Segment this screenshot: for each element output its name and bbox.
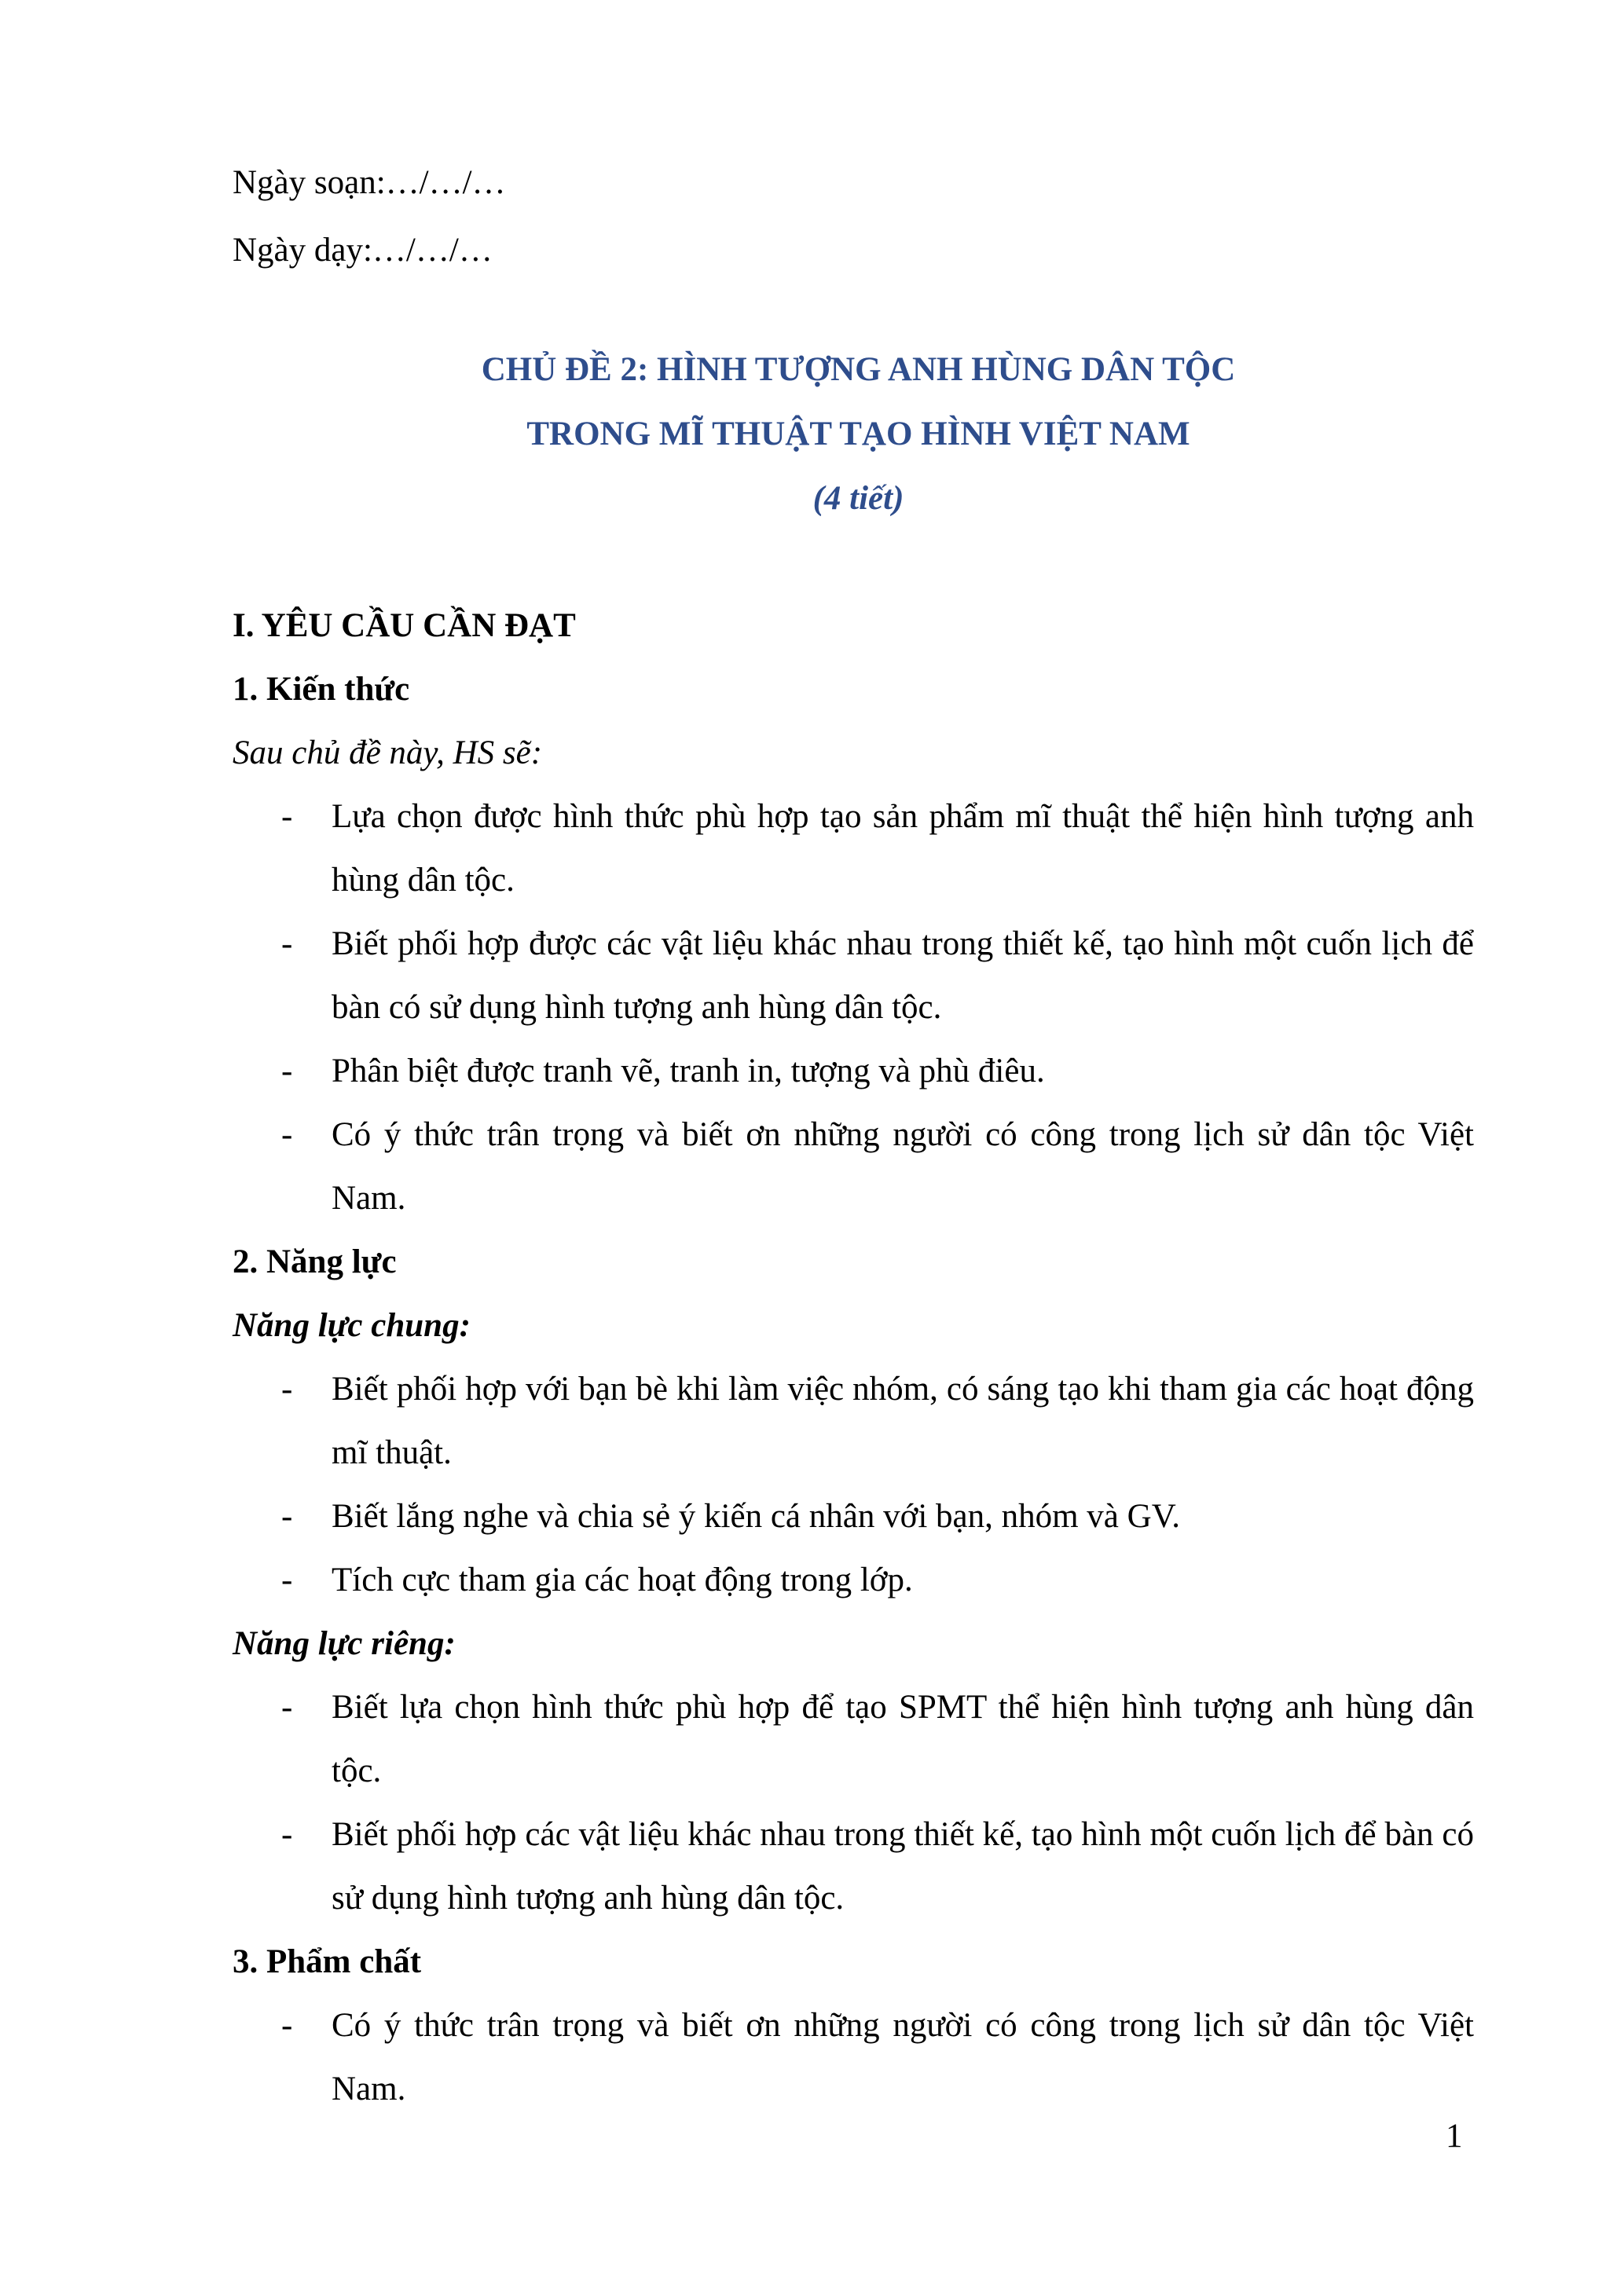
specific-competence-list bbox=[233, 1675, 1474, 1930]
list-item bbox=[233, 1103, 1474, 1230]
general-competence-heading: Năng lực chung: bbox=[233, 1307, 471, 1344]
list-item bbox=[233, 1485, 1474, 1548]
list-item-text: Tích cực tham gia các hoạt động trong lớp. bbox=[332, 1562, 913, 1598]
prep-date: Ngày soạn:…/…/… bbox=[233, 164, 506, 201]
bullet-dash: - bbox=[281, 1053, 293, 1089]
bullet-dash: - bbox=[281, 1116, 293, 1153]
list-item-text: Biết phối hợp được các vật liệu khác nhau trong thiết kế, tạo hình một cuốn lịch để bàn có sử dụng hình tượng anh hùng dân tộc. bbox=[332, 925, 1474, 1026]
bullet-dash: - bbox=[281, 2007, 293, 2044]
bullet-dash: - bbox=[281, 798, 293, 835]
title-line-2: TRONG MĨ THUẬT TẠO HÌNH VIỆT NAM bbox=[526, 416, 1190, 452]
bullet-dash: - bbox=[281, 1371, 293, 1408]
bullet-dash: - bbox=[281, 1689, 293, 1726]
list-item bbox=[233, 912, 1474, 1039]
title-block bbox=[0, 338, 1624, 531]
knowledge-intro: Sau chủ đề này, HS sẽ: bbox=[233, 734, 543, 771]
list-item-text: Có ý thức trân trọng và biết ơn những người có công trong lịch sử dân tộc Việt Nam. bbox=[332, 1116, 1474, 1217]
bullet-dash: - bbox=[281, 1816, 293, 1853]
knowledge-list bbox=[233, 785, 1474, 1230]
list-item-text: Có ý thức trân trọng và biết ơn những người có công trong lịch sử dân tộc Việt Nam. bbox=[332, 2007, 1474, 2107]
list-item bbox=[233, 1675, 1474, 1803]
page-number: 1 bbox=[1446, 2118, 1463, 2155]
bullet-dash: - bbox=[281, 925, 293, 962]
list-item-text: Biết lựa chọn hình thức phù hợp để tạo SPMT thể hiện hình tượng anh hùng dân tộc. bbox=[332, 1689, 1474, 1789]
teach-date: Ngày dạy:…/…/… bbox=[233, 232, 493, 269]
list-item bbox=[233, 785, 1474, 912]
section-heading-requirements: I. YÊU CẦU CẦN ĐẠT bbox=[233, 607, 576, 644]
list-item-text: Biết phối hợp với bạn bè khi làm việc nhóm, có sáng tạo khi tham gia các hoạt động mĩ thuật. bbox=[332, 1371, 1474, 1471]
specific-competence-heading: Năng lực riêng: bbox=[233, 1625, 456, 1662]
list-item bbox=[233, 1548, 1474, 1612]
general-competence-list bbox=[233, 1357, 1474, 1612]
title-periods: (4 tiết) bbox=[812, 480, 904, 517]
subheading-qualities: 3. Phẩm chất bbox=[233, 1943, 422, 1980]
title-line-1: CHỦ ĐỀ 2: HÌNH TƯỢNG ANH HÙNG DÂN TỘC bbox=[481, 351, 1236, 388]
list-item bbox=[233, 1039, 1474, 1103]
list-item-text: Biết phối hợp các vật liệu khác nhau trong thiết kế, tạo hình một cuốn lịch để bàn có sử dụng hình tượng anh hùng dân tộc. bbox=[332, 1816, 1474, 1917]
list-item bbox=[233, 1357, 1474, 1485]
list-item bbox=[233, 1803, 1474, 1930]
qualities-list bbox=[233, 1994, 1474, 2121]
bullet-dash: - bbox=[281, 1562, 293, 1598]
list-item-text: Phân biệt được tranh vẽ, tranh in, tượng và phù điêu. bbox=[332, 1053, 1045, 1089]
bullet-dash: - bbox=[281, 1498, 293, 1535]
date-block bbox=[233, 149, 506, 284]
main-content bbox=[233, 594, 1474, 2121]
subheading-competence: 2. Năng lực bbox=[233, 1243, 397, 1280]
subheading-knowledge: 1. Kiến thức bbox=[233, 671, 410, 708]
list-item bbox=[233, 1994, 1474, 2121]
list-item-text: Lựa chọn được hình thức phù hợp tạo sản phẩm mĩ thuật thể hiện hình tượng anh hùng dân tộc. bbox=[332, 798, 1474, 899]
list-item-text: Biết lắng nghe và chia sẻ ý kiến cá nhân với bạn, nhóm và GV. bbox=[332, 1498, 1180, 1535]
